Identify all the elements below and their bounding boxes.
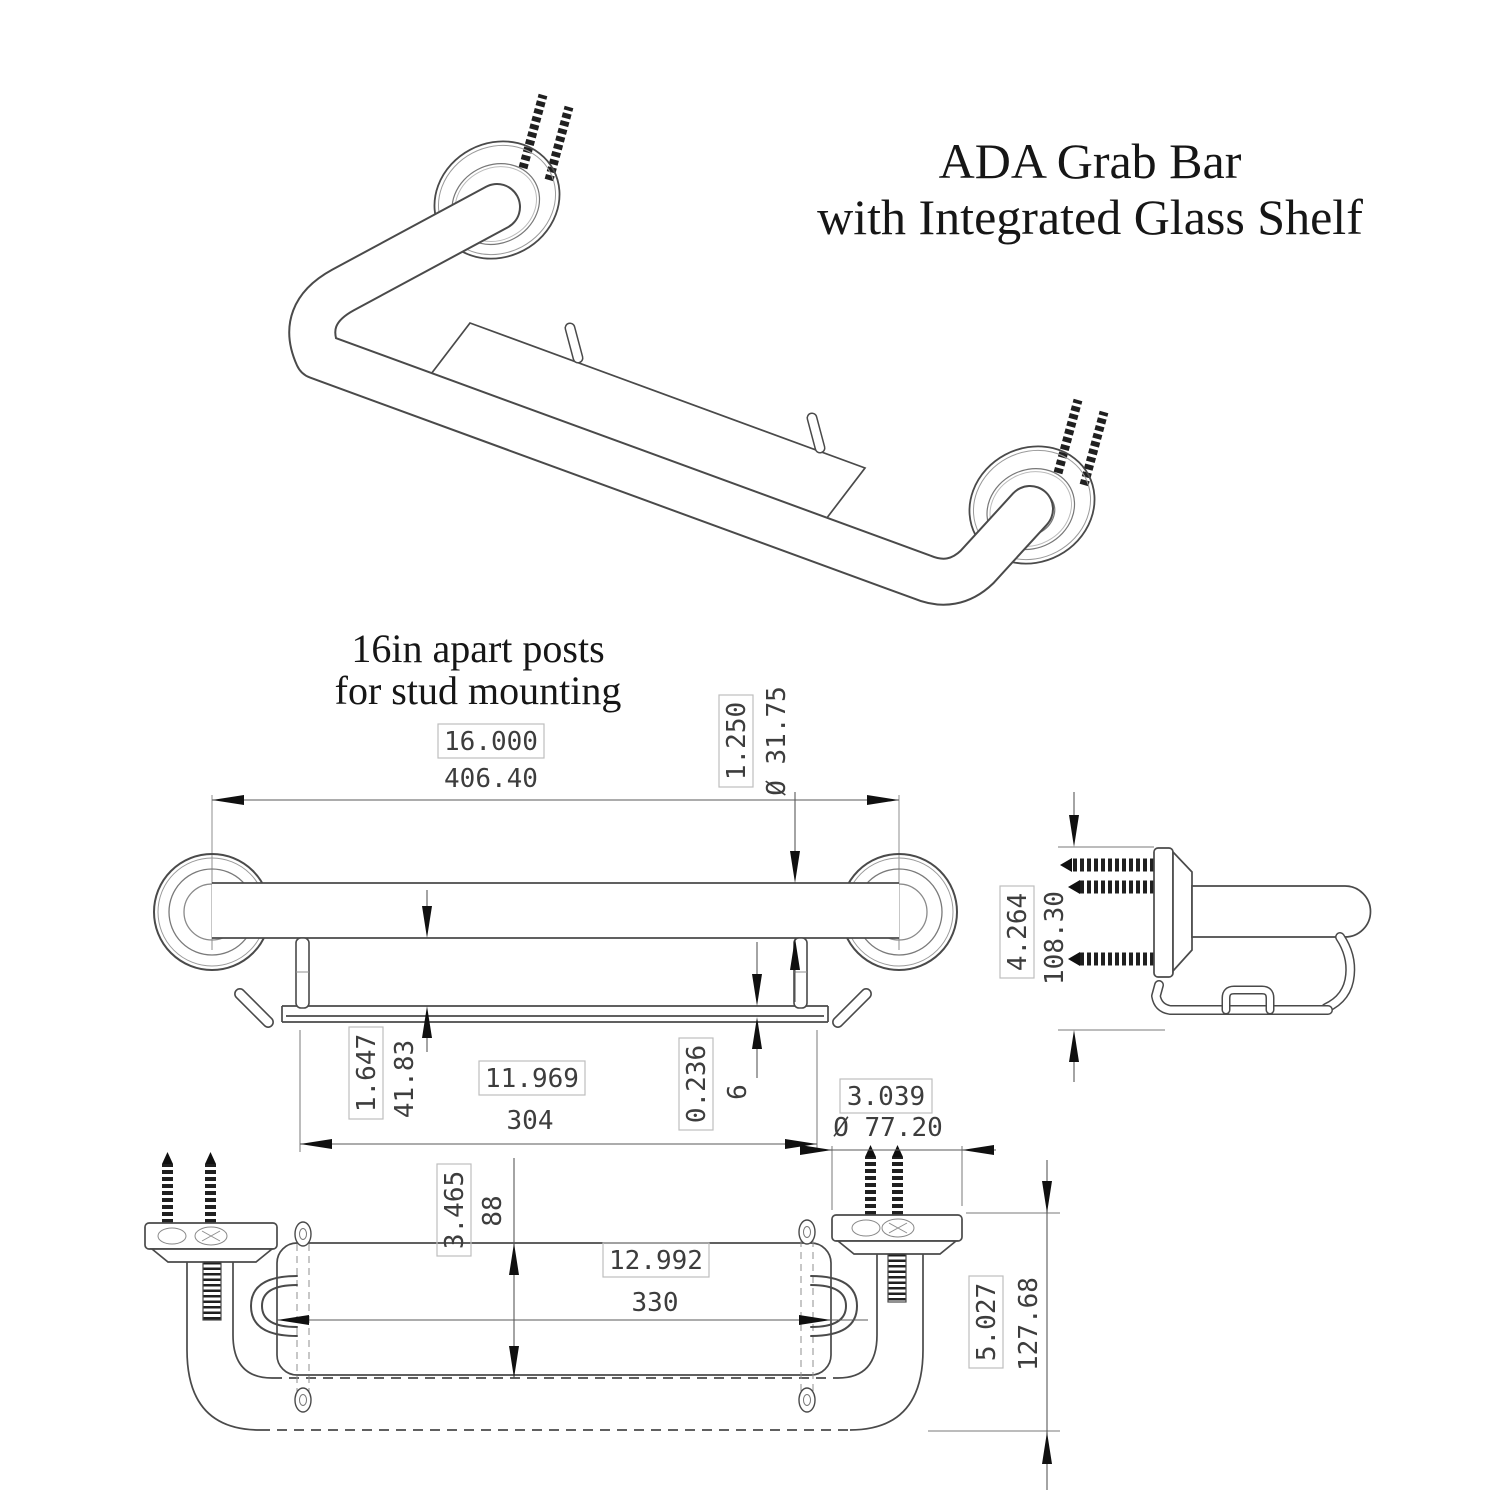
dim-flange-diameter-mm: Ø 77.20 xyxy=(833,1113,943,1143)
iso-grab-bar-tube xyxy=(312,207,1030,582)
dim-bar-to-shelf-mm: 41.83 xyxy=(390,1039,420,1119)
note-line1: 16in apart posts xyxy=(351,626,605,671)
dim-bar-diameter xyxy=(719,686,800,1002)
dim-post-spacing xyxy=(212,724,899,805)
side-grab-bar xyxy=(1192,886,1371,937)
plan-flange-right xyxy=(832,1145,962,1302)
dim-wall-projection-mm: 127.68 xyxy=(1014,1277,1044,1371)
dim-bar-to-shelf-in: 1.647 xyxy=(352,1033,382,1113)
dim-wall-projection xyxy=(928,1160,1060,1490)
plan-flange-left xyxy=(145,1152,277,1320)
dim-assembly-height xyxy=(1000,792,1165,1082)
title-line2: with Integrated Glass Shelf xyxy=(817,189,1363,245)
dim-shelf-depth-in: 3.465 xyxy=(440,1170,470,1250)
front-grab-bar xyxy=(212,883,899,938)
front-right-hook xyxy=(831,987,873,1029)
dim-glass-length-in: 12.992 xyxy=(609,1246,703,1276)
dim-post-spacing-in: 16.000 xyxy=(444,727,538,757)
mounting-note xyxy=(335,626,622,713)
front-shelf xyxy=(233,938,873,1029)
title-line1: ADA Grab Bar xyxy=(938,133,1242,189)
title-block xyxy=(817,133,1363,245)
front-view xyxy=(154,686,957,1152)
dim-flange-diameter-in: 3.039 xyxy=(846,1082,926,1112)
side-wall-flange xyxy=(1154,848,1192,977)
dim-glass-thickness xyxy=(679,942,762,1130)
dim-shelf-rail-length-mm: 304 xyxy=(506,1106,554,1136)
dim-bar-diameter-mm: Ø 31.75 xyxy=(762,686,792,796)
dim-shelf-depth-mm: 88 xyxy=(478,1195,508,1227)
plan-view xyxy=(145,1079,1060,1490)
dim-post-spacing-mm: 406.40 xyxy=(444,764,538,794)
side-mounting-screws xyxy=(1060,858,1154,966)
dim-glass-length-mm: 330 xyxy=(631,1288,679,1318)
side-view xyxy=(1000,792,1371,1082)
dim-glass-thickness-in: 0.236 xyxy=(682,1044,712,1124)
front-left-hook xyxy=(233,987,275,1029)
note-line2: for stud mounting xyxy=(334,668,622,713)
dim-glass-thickness-mm: 6 xyxy=(723,1084,753,1100)
dim-wall-projection-in: 5.027 xyxy=(972,1282,1002,1362)
dim-bar-diameter-in: 1.250 xyxy=(722,701,752,781)
dim-assembly-height-in: 4.264 xyxy=(1003,892,1033,972)
dim-assembly-height-mm: 108.30 xyxy=(1040,891,1070,985)
plan-glass-shelf xyxy=(251,1220,857,1412)
dim-shelf-rail-length-in: 11.969 xyxy=(485,1064,579,1094)
